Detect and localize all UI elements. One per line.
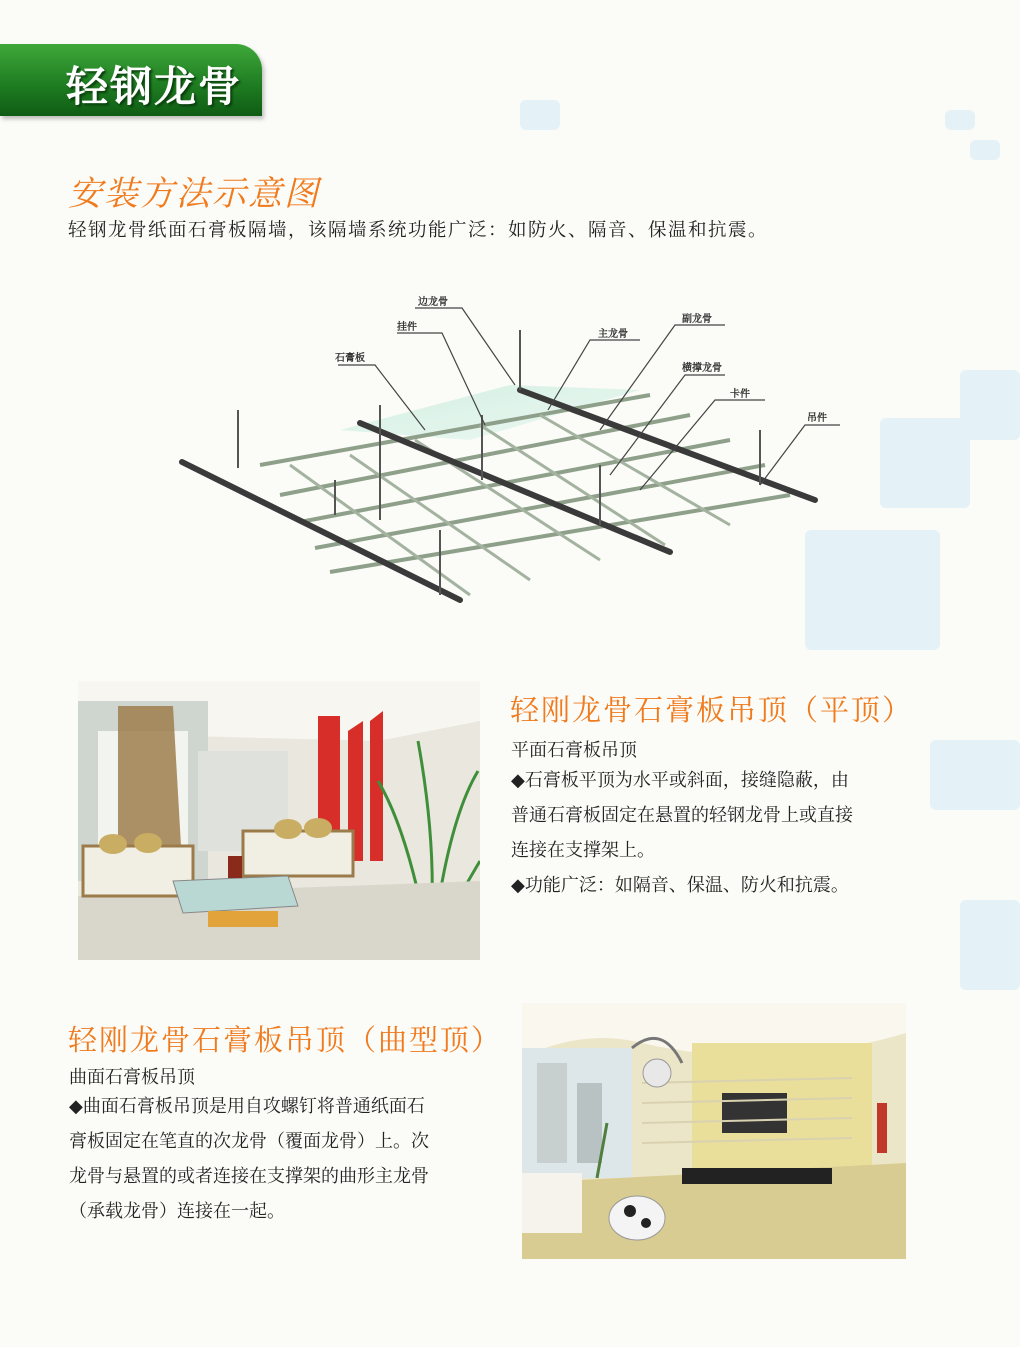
label-guajian: 挂件 xyxy=(397,322,417,333)
bg-decor xyxy=(970,140,1000,160)
flat-ceiling-photo xyxy=(78,681,480,960)
curved-ceiling-description xyxy=(69,1089,519,1229)
ceiling-grid-diagram xyxy=(170,290,870,620)
header-tab xyxy=(0,44,262,116)
label-hengcheng-longgu: 横撑龙骨 xyxy=(682,363,722,374)
flat-ceiling-description xyxy=(511,763,951,903)
header-tab-title: 轻钢龙骨 xyxy=(66,62,243,111)
label-kajian: 卡件 xyxy=(730,389,750,400)
curved-ceiling-title: 轻刚龙骨石膏板吊顶（曲型顶） xyxy=(68,1023,503,1057)
flat-line-2: 普通石膏板固定在悬置的轻钢龙骨上或直接 xyxy=(511,805,853,826)
curved-line-2: 膏板固定在笔直的次龙骨（覆面龙骨）上。次 xyxy=(69,1131,429,1152)
label-bian-longgu: 边龙骨 xyxy=(418,297,448,308)
bg-decor xyxy=(960,370,1020,440)
curved-ceiling-subtitle: 曲面石膏板吊顶 xyxy=(69,1067,195,1088)
bg-decor xyxy=(880,418,970,508)
flat-ceiling-title: 轻刚龙骨石膏板吊顶（平顶） xyxy=(510,693,914,727)
section-title: 安装方法示意图 xyxy=(68,174,320,214)
bg-decor xyxy=(520,100,560,130)
curved-ceiling-photo xyxy=(522,1003,906,1259)
flat-line-4: ◆功能广泛：如隔音、保温、防火和抗震。 xyxy=(511,875,849,896)
flat-line-1: ◆石膏板平顶为水平或斜面，接缝隐蔽，由 xyxy=(511,770,849,791)
bg-decor xyxy=(960,900,1020,990)
curved-line-1: ◆曲面石膏板吊顶是用自攻螺钉将普通纸面石 xyxy=(69,1096,425,1117)
intro-text: 轻钢龙骨纸面石膏板隔墙，该隔墙系统功能广泛：如防火、隔音、保温和抗震。 xyxy=(68,220,769,241)
bg-decor xyxy=(945,110,975,130)
label-diaojian: 吊件 xyxy=(807,413,827,424)
flat-line-3: 连接在支撑架上。 xyxy=(511,840,655,861)
curved-line-4: （承载龙骨）连接在一起。 xyxy=(69,1201,285,1222)
flat-ceiling-subtitle: 平面石膏板吊顶 xyxy=(511,740,637,761)
curved-line-3: 龙骨与悬置的或者连接在支撑架的曲形主龙骨 xyxy=(69,1166,429,1187)
label-zhu-longgu: 主龙骨 xyxy=(598,329,628,340)
label-shigaoban: 石膏板 xyxy=(335,353,365,364)
label-fu-longgu: 副龙骨 xyxy=(682,314,712,325)
